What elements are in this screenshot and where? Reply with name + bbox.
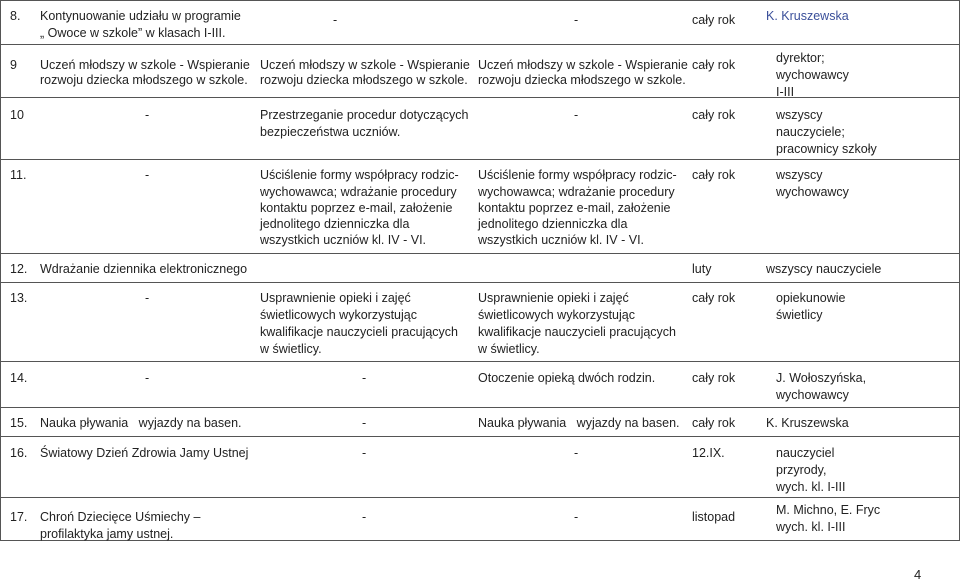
cell-text: Uczeń młodszy w szkole - Wspieranie [260,58,470,72]
table-row-divider [0,436,960,437]
cell-text: - [362,510,367,524]
cell-period: cały rok [692,108,736,122]
cell-period: cały rok [692,168,736,182]
cell-responsible: nauczyciel [776,446,835,460]
cell-number: 14. [10,371,28,385]
cell-responsible: M. Michno, E. Fryc [776,503,881,517]
cell-number: 9 [10,58,17,72]
table-row-divider [0,497,960,498]
table-row-divider [0,44,960,45]
cell-text: Nauka pływania wyjazdy na basen. [40,416,242,430]
cell-responsible: przyrody, [776,463,827,477]
cell-text: kwalifikacje nauczycieli pracujących [260,325,458,339]
cell-text: rozwoju dziecka młodszego w szkole. [260,73,468,87]
cell-text: wychowawca; wdrażanie procedury [260,185,457,199]
cell-period: cały rok [692,371,736,385]
cell-period: cały rok [692,416,736,430]
cell-text: wszystkich uczniów kl. IV - VI. [478,233,645,247]
page-number: 4 [914,567,922,582]
cell-number: 13. [10,291,28,305]
cell-period: cały rok [692,13,736,27]
cell-text: świetlicowych wykorzystując [260,308,417,322]
cell-text: kontaktu poprzez e-mail, założenie [260,201,453,215]
cell-number: 16. [10,446,28,460]
cell-text: Uczeń młodszy w szkole - Wspieranie [40,58,250,72]
cell-text: wszystkich uczniów kl. IV - VI. [260,233,427,247]
cell-responsible: pracownicy szkoły [776,142,877,156]
cell-text: w świetlicy. [478,342,540,356]
cell-text: - [574,108,579,122]
cell-text: „ Owoce w szkole” w klasach I-III. [40,26,226,40]
cell-responsible: świetlicy [776,308,823,322]
cell-text: - [145,371,150,385]
cell-responsible: wszyscy nauczyciele [766,262,882,276]
cell-number: 15. [10,416,28,430]
table-row-divider [0,282,960,283]
cell-text: kontaktu poprzez e-mail, założenie [478,201,671,215]
cell-text: Kontynuowanie udziału w programie [40,9,241,23]
table-column-divider [0,0,1,540]
table-border-top [0,0,960,1]
table-row-divider [0,97,960,98]
cell-text: - [362,446,367,460]
cell-responsible: nauczyciele; [776,125,845,139]
cell-text: w świetlicy. [260,342,322,356]
cell-number: 10 [10,108,24,122]
cell-period: listopad [692,510,736,524]
cell-responsible: wych. kl. I-III [776,520,846,534]
cell-text: - [574,446,579,460]
cell-responsible: wszyscy [776,108,823,122]
cell-text: Otoczenie opieką dwóch rodzin. [478,371,656,385]
cell-responsible: wychowawcy [776,388,849,402]
cell-period: cały rok [692,58,736,72]
cell-responsible: dyrektor; [776,51,825,65]
cell-text: Uczeń młodszy w szkole - Wspieranie [478,58,688,72]
cell-text: Przestrzeganie procedur dotyczących [260,108,469,122]
cell-text: - [362,416,367,430]
cell-number: 17. [10,510,28,524]
cell-text: - [574,13,579,27]
cell-text: jednolitego dzienniczka dla [260,217,410,231]
cell-text: - [333,13,338,27]
cell-text: jednolitego dzienniczka dla [478,217,628,231]
cell-responsible: wszyscy [776,168,823,182]
cell-number: 12. [10,262,28,276]
cell-text: rozwoju dziecka młodszego w szkole. [478,73,686,87]
cell-text: Usprawnienie opieki i zajęć [260,291,411,305]
cell-responsible: K. Kruszewska [766,416,849,430]
cell-text: Światowy Dzień Zdrowia Jamy Ustnej [40,446,249,460]
cell-text: Wdrażanie dziennika elektronicznego [40,262,248,276]
cell-text: wychowawca; wdrażanie procedury [478,185,675,199]
cell-text: Usprawnienie opieki i zajęć [478,291,629,305]
cell-text: rozwoju dziecka młodszego w szkole. [40,73,248,87]
cell-text: kwalifikacje nauczycieli pracujących [478,325,676,339]
table-row-divider [0,361,960,362]
cell-text: - [362,371,367,385]
cell-text: świetlicowych wykorzystując [478,308,635,322]
cell-text: - [574,510,579,524]
cell-text: Uściślenie formy współpracy rodzic- [260,168,459,182]
cell-responsible: I-III [776,85,795,99]
cell-text: Nauka pływania wyjazdy na basen. [478,416,680,430]
table-row-divider [0,253,960,254]
cell-period: 12.IX. [692,446,725,460]
cell-period: cały rok [692,291,736,305]
cell-number: 11. [10,168,27,182]
cell-responsible: opiekunowie [776,291,846,305]
cell-period: luty [692,262,712,276]
cell-text: profilaktyka jamy ustnej. [40,527,174,541]
cell-text: - [145,168,150,182]
cell-responsible: wychowawcy [776,68,849,82]
cell-responsible: K. Kruszewska [766,9,849,23]
table-row-divider [0,159,960,160]
cell-text: Uściślenie formy współpracy rodzic- [478,168,677,182]
cell-responsible: wych. kl. I-III [776,480,846,494]
cell-responsible: J. Wołoszyńska, [776,371,867,385]
cell-number: 8. [10,9,21,23]
cell-text: - [145,108,150,122]
cell-text: Chroń Dziecięce Uśmiechy – [40,510,201,524]
cell-responsible: wychowawcy [776,185,849,199]
table-row-divider [0,407,960,408]
cell-text: - [145,291,150,305]
cell-text: bezpieczeństwa uczniów. [260,125,401,139]
